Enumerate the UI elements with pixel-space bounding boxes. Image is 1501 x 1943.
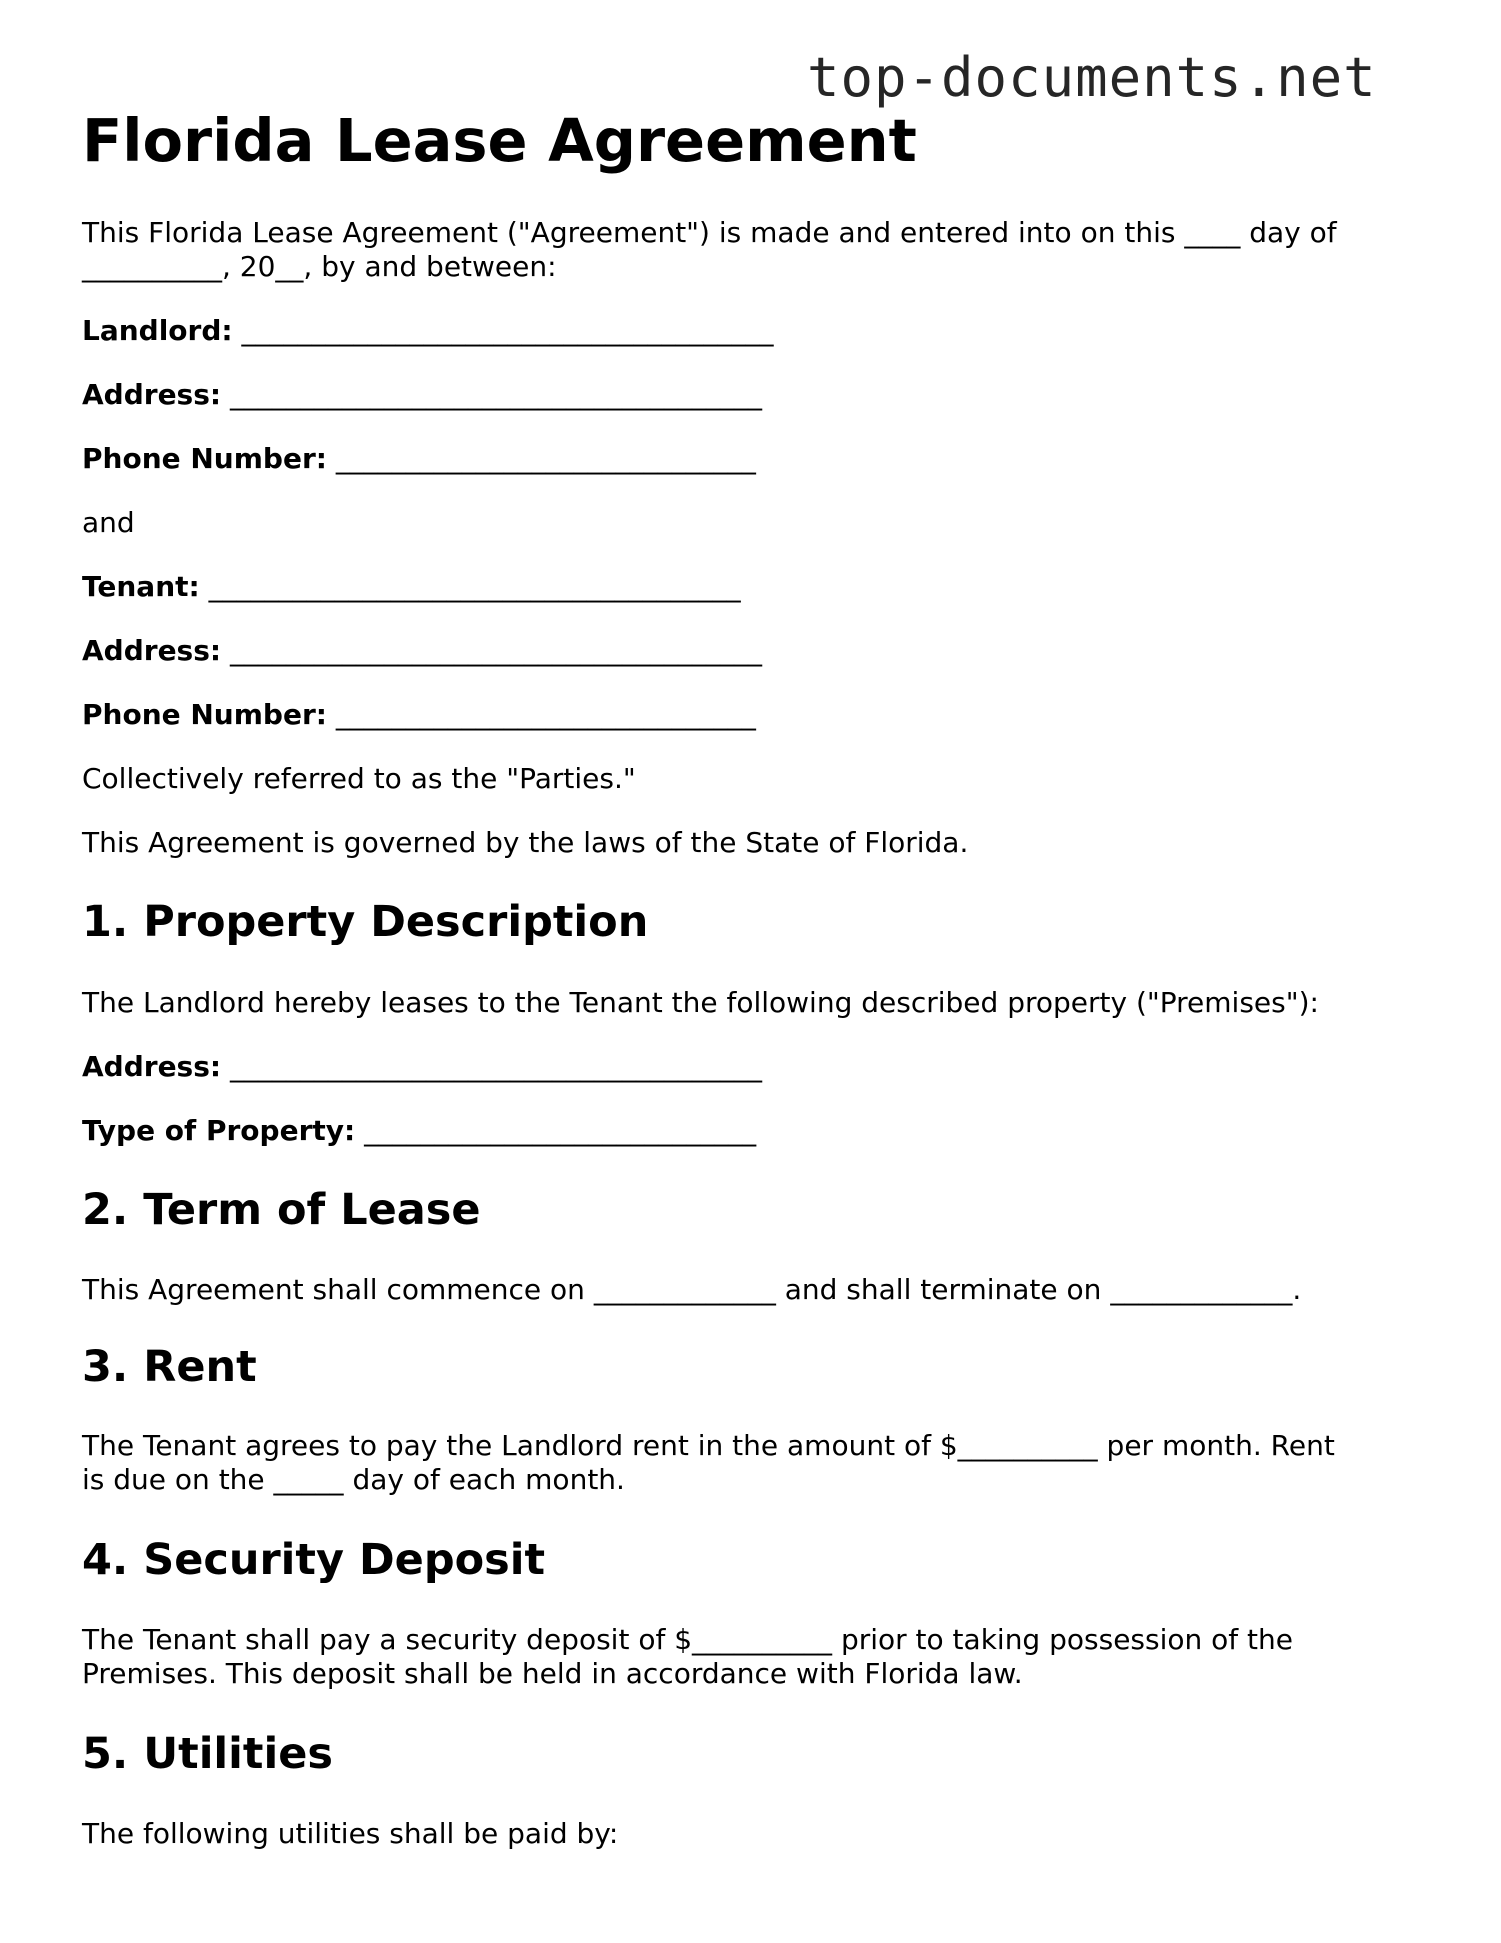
- intro-line-1: This Florida Lease Agreement ("Agreement") is made and entered into on this ____ day of: [82, 216, 1337, 249]
- rent-line-2: is due on the _____ day of each month.: [82, 1463, 625, 1496]
- deposit-line-1: The Tenant shall pay a security deposit of $__________ prior to taking possession of the: [82, 1623, 1293, 1656]
- section-heading-deposit: 4. Security Deposit: [82, 1535, 546, 1585]
- landlord-name-blank: ______________________________________: [232, 314, 774, 347]
- property-address-blank: ______________________________________: [221, 1050, 762, 1083]
- intro-line-2: __________, 20__, by and between:: [82, 250, 557, 283]
- landlord-address-blank: ______________________________________: [221, 378, 762, 411]
- tenant-address-label: Address:: [82, 634, 222, 667]
- utilities-text: The following utilities shall be paid by:: [82, 1817, 619, 1850]
- tenant-name-label: Tenant:: [82, 570, 200, 603]
- landlord-phone-label: Phone Number:: [82, 442, 327, 475]
- term-text: This Agreement shall commence on _____________ and shall terminate on _____________.: [82, 1273, 1302, 1306]
- property-type-label: Type of Property:: [82, 1114, 356, 1147]
- property-type-field: [82, 1114, 756, 1148]
- property-address-label: Address:: [82, 1050, 222, 1083]
- landlord-address-field: [82, 378, 762, 412]
- section-heading-rent: 3. Rent: [82, 1342, 257, 1392]
- tenant-name-field: [82, 570, 741, 604]
- collectively-text: Collectively referred to as the "Parties.": [82, 762, 636, 795]
- section-heading-utilities: 5. Utilities: [82, 1729, 333, 1779]
- landlord-name-field: [82, 314, 774, 348]
- tenant-phone-field: [82, 698, 756, 732]
- property-text: The Landlord hereby leases to the Tenant the following described property ("Premises"):: [82, 986, 1319, 1019]
- landlord-phone-field: [82, 442, 756, 476]
- landlord-phone-blank: ______________________________: [326, 442, 756, 475]
- and-text: and: [82, 506, 135, 539]
- property-address-field: [82, 1050, 762, 1084]
- property-type-blank: ____________________________: [355, 1114, 757, 1147]
- landlord-name-label: Landlord:: [82, 314, 233, 347]
- tenant-address-blank: ______________________________________: [221, 634, 762, 667]
- deposit-line-2: Premises. This deposit shall be held in accordance with Florida law.: [82, 1657, 1023, 1690]
- tenant-phone-blank: ______________________________: [326, 698, 756, 731]
- tenant-address-field: [82, 634, 762, 668]
- document-title: Florida Lease Agreement: [82, 106, 917, 175]
- governed-text: This Agreement is governed by the laws of the State of Florida.: [82, 826, 969, 859]
- tenant-name-blank: ______________________________________: [199, 570, 741, 603]
- tenant-phone-label: Phone Number:: [82, 698, 327, 731]
- section-heading-term: 2. Term of Lease: [82, 1185, 481, 1235]
- section-heading-property: 1. Property Description: [82, 897, 649, 947]
- rent-line-1: The Tenant agrees to pay the Landlord rent in the amount of $__________ per month. Rent: [82, 1429, 1335, 1462]
- landlord-address-label: Address:: [82, 378, 222, 411]
- watermark: top-documents.net: [807, 46, 1377, 109]
